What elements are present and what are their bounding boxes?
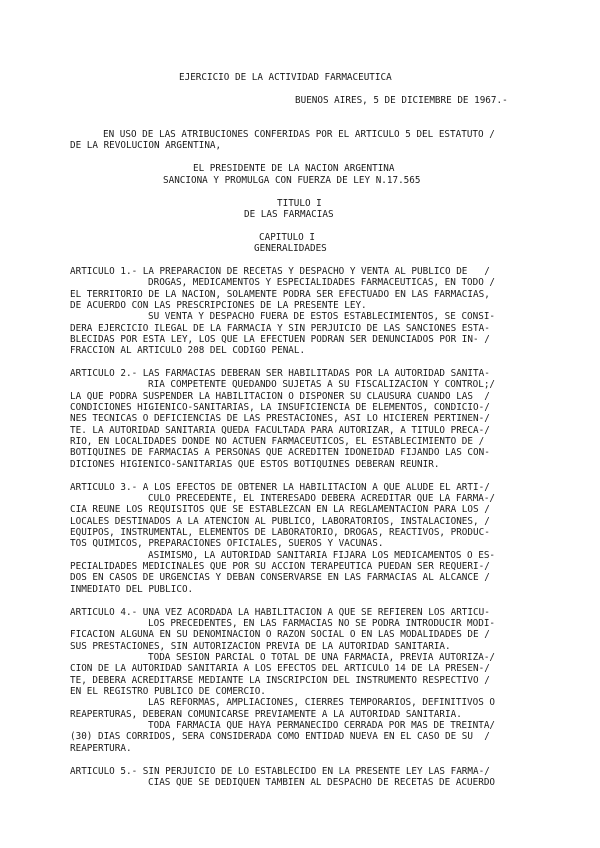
article-3-line: LOCALES DESTINADOS A LA ATENCION AL PUBLICO, LABORATORIOS, INSTALACIONES, / xyxy=(70,516,490,527)
article-3-line: DOS EN CASOS DE URGENCIAS Y DEBAN CONSERVARSE EN LAS FARMACIAS AL ALCANCE / xyxy=(70,572,490,583)
article-2-line: RIA COMPETENTE QUEDANDO SUJETAS A SU FISCALIZACION Y CONTROL;/ xyxy=(148,379,496,390)
article-4-line: SUS PRESTACIONES, SIN AUTORIZACION PREVIA DE LA AUTORIDAD SANITARIA. xyxy=(70,641,451,652)
article-2-line: ARTICULO 2.- LAS FARMACIAS DEBERAN SER HABILITADAS POR LA AUTORIDAD SANITA- xyxy=(70,368,490,379)
titulo-heading: TITULO I xyxy=(277,198,322,209)
preamble-line: DE LA REVOLUCION ARGENTINA, xyxy=(70,140,222,151)
article-2-line: NES TECNICAS O DEFICIENCIAS DE LAS PRESTACIONES, ASI LO HICIEREN PERTINEN-/ xyxy=(70,413,490,424)
article-1-line: EL TERRITORIO DE LA NACION, SOLAMENTE PODRA SER EFECTUADO EN LAS FARMACIAS, xyxy=(70,289,490,300)
article-3-line: INMEDIATO DEL PUBLICO. xyxy=(70,584,194,595)
article-4-line: CION DE LA AUTORIDAD SANITARIA A LOS EFECTOS DEL ARTICULO 14 DE LA PRESEN-/ xyxy=(70,663,490,674)
article-1-line: FRACCION AL ARTICULO 208 DEL CODIGO PENAL. xyxy=(70,345,306,356)
article-3-line: EQUIPOS, INSTRUMENTAL, ELEMENTOS DE LABORATORIO, DROGAS, REACTIVOS, PRODUC- xyxy=(70,527,490,538)
article-4-line: LOS PRECEDENTES, EN LAS FARMACIAS NO SE PODRA INTRODUCIR MODI- xyxy=(148,618,496,629)
capitulo-heading: CAPITULO I xyxy=(259,232,315,243)
article-3-line: ARTICULO 3.- A LOS EFECTOS DE OBTENER LA HABILITACION A QUE ALUDE EL ARTI-/ xyxy=(70,482,490,493)
article-2-line: TE. LA AUTORIDAD SANITARIA QUEDA FACULTADA PARA AUTORIZAR, A TITULO PRECA-/ xyxy=(70,425,490,436)
article-3-line: TOS QUIMICOS, PREPARACIONES OFICIALES, SUEROS Y VACUNAS. xyxy=(70,538,384,549)
document-title: EJERCICIO DE LA ACTIVIDAD FARMACEUTICA xyxy=(179,72,392,83)
article-4-line: TE, DEBERA ACREDITARSE MEDIANTE LA INSCRIPCION DEL INSTRUMENTO RESPECTIVO / xyxy=(70,675,490,686)
article-5-line: CIAS QUE SE DEDIQUEN TAMBIEN AL DESPACHO DE RECETAS DE ACUERDO xyxy=(148,777,496,788)
article-1-line: DERA EJERCICIO ILEGAL DE LA FARMACIA Y SIN PERJUICIO DE LAS SANCIONES ESTA- xyxy=(70,323,490,334)
article-1-line: DE ACUERDO CON LAS PRESCRIPCIONES DE LA PRESENTE LEY. xyxy=(70,300,367,311)
article-4-line: TODA SESION PARCIAL O TOTAL DE UNA FARMACIA, PREVIA AUTORIZA-/ xyxy=(148,652,496,663)
capitulo-subheading: GENERALIDADES xyxy=(254,243,327,254)
article-1-line: DROGAS, MEDICAMENTOS Y ESPECIALIDADES FARMACEUTICAS, EN TODO / xyxy=(148,277,496,288)
article-1-line: BLECIDAS POR ESTA LEY, LOS QUE LA EFECTUEN PODRAN SER DENUNCIADOS POR IN- / xyxy=(70,334,490,345)
article-3-line: CIA REUNE LOS REQUISITOS QUE SE ESTABLEZCAN EN LA REGLAMENTACION PARA LOS / xyxy=(70,504,490,515)
article-2-line: CONDICIONES HIGIENICO-SANITARIAS, LA INSUFICIENCIA DE ELEMENTOS, CONDICIO-/ xyxy=(70,402,490,413)
article-1-line: ARTICULO 1.- LA PREPARACION DE RECETAS Y DESPACHO Y VENTA AL PUBLICO DE / xyxy=(70,266,490,277)
preamble-line: EN USO DE LAS ATRIBUCIONES CONFERIDAS POR EL ARTICULO 5 DEL ESTATUTO / xyxy=(103,129,495,140)
article-2-line: BOTIQUINES DE FARMACIAS A PERSONAS QUE ACREDITEN IDONEIDAD FIJANDO LAS CON- xyxy=(70,447,490,458)
article-4-line: TODA FARMACIA QUE HAYA PERMANECIDO CERRADA POR MAS DE TREINTA/ xyxy=(148,720,496,731)
article-4-line: REAPERTURAS, DEBERAN COMUNICARSE PREVIAMENTE A LA AUTORIDAD SANITARIA. xyxy=(70,709,462,720)
article-3-line: ASIMISMO, LA AUTORIDAD SANITARIA FIJARA LOS MEDICAMENTOS O ES- xyxy=(148,550,496,561)
article-2-line: LA QUE PODRA SUSPENDER LA HABILITACION O DISPONER SU CLAUSURA CUANDO LAS / xyxy=(70,391,490,402)
article-4-line: FICACION ALGUNA EN SU DENOMINACION O RAZON SOCIAL O EN LAS MODALIDADES DE / xyxy=(70,629,490,640)
article-3-line: CULO PRECEDENTE, EL INTERESADO DEBERA ACREDITAR QUE LA FARMA-/ xyxy=(148,493,496,504)
article-2-line: RIO, EN LOCALIDADES DONDE NO ACTUEN FARMACEUTICOS, EL ESTABLECIMIENTO DE / xyxy=(70,436,485,447)
article-4-line: (30) DIAS CORRIDOS, SERA CONSIDERADA COMO ENTIDAD NUEVA EN EL CASO DE SU / xyxy=(70,731,490,742)
enactment-line: EL PRESIDENTE DE LA NACION ARGENTINA xyxy=(193,163,395,174)
enactment-line: SANCIONA Y PROMULGA CON FUERZA DE LEY N.17.565 xyxy=(163,175,421,186)
article-4-line: REAPERTURA. xyxy=(70,743,132,754)
article-3-line: PECIALIDADES MEDICINALES QUE POR SU ACCION TERAPEUTICA PUEDAN SER REQUERI-/ xyxy=(70,561,490,572)
article-2-line: DICIONES HIGIENICO-SANITARIAS QUE ESTOS BOTIQUINES DEBERAN REUNIR. xyxy=(70,459,440,470)
article-5-line: ARTICULO 5.- SIN PERJUICIO DE LO ESTABLECIDO EN LA PRESENTE LEY LAS FARMA-/ xyxy=(70,766,490,777)
article-4-line: ARTICULO 4.- UNA VEZ ACORDADA LA HABILITACION A QUE SE REFIEREN LOS ARTICU- xyxy=(70,607,490,618)
place-date: BUENOS AIRES, 5 DE DICIEMBRE DE 1967.- xyxy=(295,95,508,106)
article-4-line: LAS REFORMAS, AMPLIACIONES, CIERRES TEMPORARIOS, DEFINITIVOS O xyxy=(148,697,496,708)
titulo-subheading: DE LAS FARMACIAS xyxy=(244,209,334,220)
article-4-line: EN EL REGISTRO PUBLICO DE COMERCIO. xyxy=(70,686,266,697)
article-1-line: SU VENTA Y DESPACHO FUERA DE ESTOS ESTABLECIMIENTOS, SE CONSI- xyxy=(148,311,496,322)
